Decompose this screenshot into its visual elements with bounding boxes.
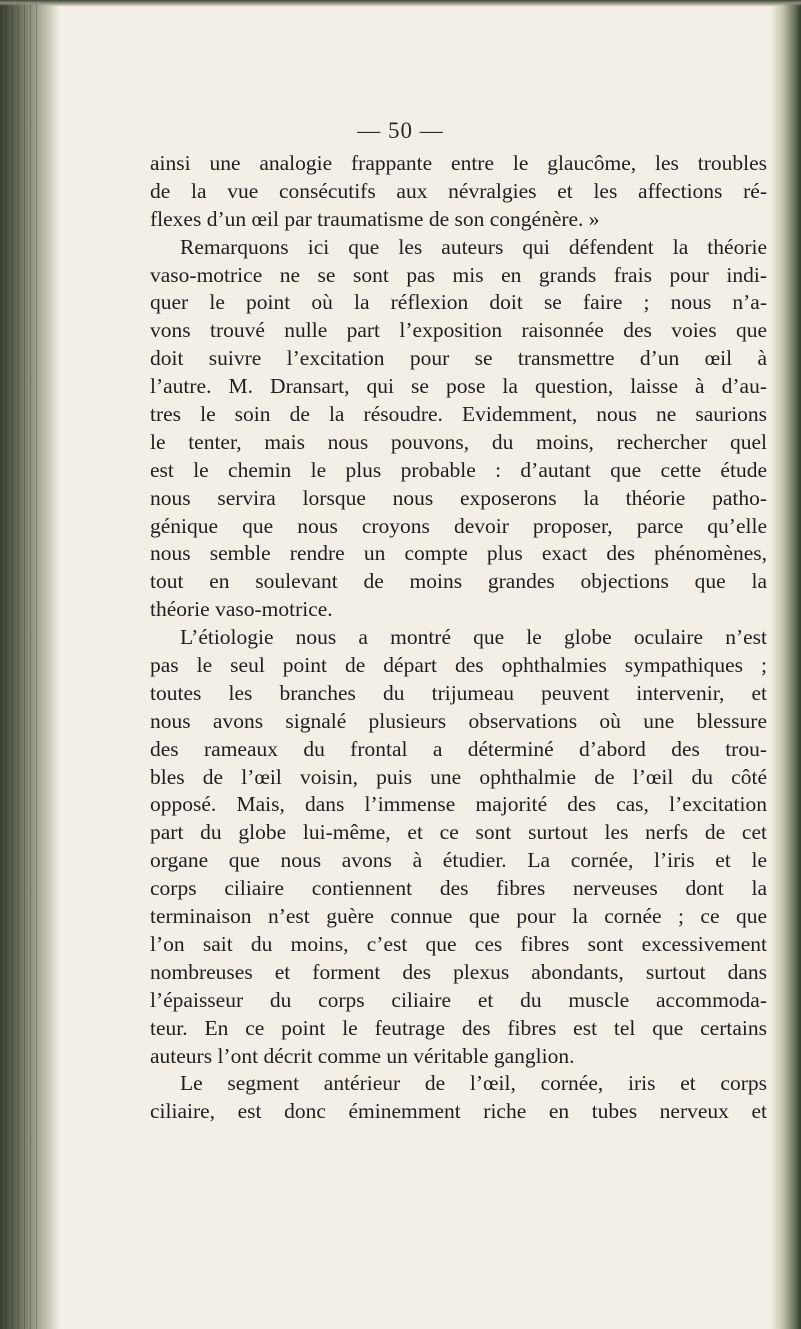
text-line: pas le seul point de départ des ophthalmies sympathiques ; <box>150 653 767 678</box>
page-top-edge <box>0 0 801 6</box>
text-line: l’épaisseur du corps ciliaire et du muscle accommoda- <box>150 987 767 1012</box>
body-text <box>150 150 767 1126</box>
text-line: l’autre. M. Dransart, qui se pose la question, laisse à d’au- <box>150 374 767 399</box>
text-line: opposé. Mais, dans l’immense majorité des cas, l’excitation <box>150 792 767 817</box>
text-line: L’étiologie nous a montré que le globe oculaire n’est <box>180 625 767 650</box>
page-right-edge <box>771 0 801 1329</box>
text-line: vaso-motrice ne se sont pas mis en grands frais pour indi- <box>150 262 767 287</box>
text-line: toutes les branches du trijumeau peuvent intervenir, et <box>150 680 767 705</box>
text-line: Le segment antérieur de l’œil, cornée, iris et corps <box>180 1071 767 1096</box>
text-line: de la vue consécutifs aux névralgies et les affections ré- <box>150 178 767 203</box>
text-line: nous servira lorsque nous exposerons la théorie patho- <box>150 485 767 510</box>
text-line: part du globe lui-même, et ce sont surtout les nerfs de cet <box>150 820 767 845</box>
text-line: nous semble rendre un compte plus exact des phénomènes, <box>150 541 767 566</box>
text-line: terminaison n’est guère connue que pour la cornée ; ce que <box>150 904 767 929</box>
text-line: flexes d’un œil par traumatisme de son congénère. » <box>150 206 600 231</box>
text-line: corps ciliaire contiennent des fibres nerveuses dont la <box>150 876 767 901</box>
text-line: des rameaux du frontal a déterminé d’abord des trou- <box>150 736 767 761</box>
binding-texture <box>6 0 40 1329</box>
text-line: est le chemin le plus probable : d’autant que cette étude <box>150 457 767 482</box>
text-line: teur. En ce point le feutrage des fibres est tel que certains <box>150 1015 767 1040</box>
text-line: auteurs l’ont décrit comme un véritable ganglion. <box>150 1043 575 1068</box>
text-line: organe que nous avons à étudier. La cornée, l’iris et le <box>150 848 767 873</box>
text-line: ainsi une analogie frappante entre le glaucôme, les troubles <box>150 151 767 175</box>
text-line: théorie vaso-motrice. <box>150 597 333 622</box>
text-line: tres le soin de la résoudre. Evidemment, nous ne saurions <box>150 402 767 427</box>
text-line: vons trouvé nulle part l’exposition raisonnée des voies que <box>150 318 767 343</box>
text-line: doit suivre l’excitation pour se transmettre d’un œil à <box>150 346 767 371</box>
text-line: tout en soulevant de moins grandes objections que la <box>150 569 767 594</box>
text-line: bles de l’œil voisin, puis une ophthalmie de l’œil du côté <box>150 764 767 789</box>
page-number: — 50 — <box>357 118 444 143</box>
text-line: ciliaire, est donc éminemment riche en tubes nerveux et <box>150 1099 767 1124</box>
text-line: nombreuses et forment des plexus abondants, surtout dans <box>150 959 767 984</box>
text-line: quer le point où la réflexion doit se faire ; nous n’a- <box>150 290 767 315</box>
text-line: l’on sait du moins, c’est que ces fibres sont excessivement <box>150 931 767 956</box>
text-line: nous avons signalé plusieurs observations où une blessure <box>150 708 767 733</box>
text-line: le tenter, mais nous pouvons, du moins, rechercher quel <box>150 429 767 454</box>
text-line: Remarquons ici que les auteurs qui défendent la théorie <box>180 234 767 259</box>
text-line: génique que nous croyons devoir proposer, parce qu’elle <box>150 513 767 538</box>
